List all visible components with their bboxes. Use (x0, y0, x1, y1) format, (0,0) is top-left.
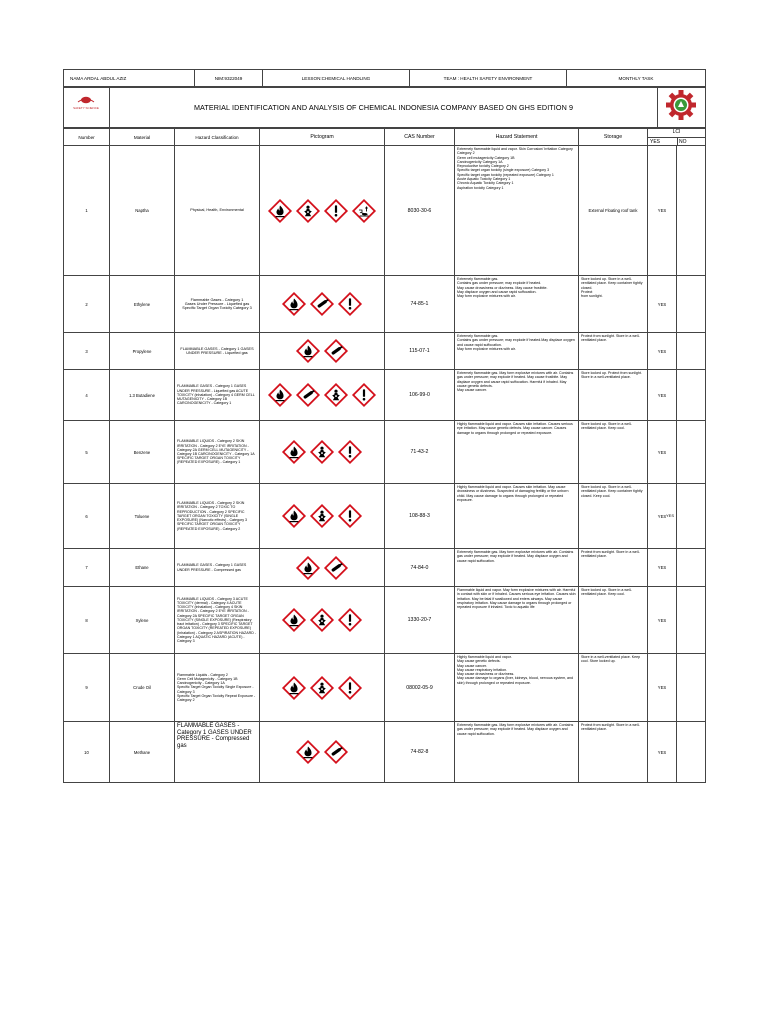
chemical-sheet (63, 69, 705, 783)
exclamation-icon (337, 291, 363, 317)
cell-yes: YES (648, 587, 677, 654)
cell-material: 1.3 Butadiene (110, 370, 175, 421)
student-name: NAMA ARDAL ABDUL AZIZ (64, 70, 195, 87)
table-row (64, 484, 706, 549)
cell-storage: Protect from sunlight. Store in a well-ventilated place. (579, 333, 648, 370)
company-logo-icon (64, 90, 108, 120)
cell-yes: YES (648, 146, 677, 276)
cell-no (677, 484, 706, 549)
cell-pictogram (260, 484, 385, 549)
cell-pictogram (260, 276, 385, 333)
cell-hazard: Physical, Health, Environmental (175, 146, 260, 276)
cell-storage: Store in a well-ventilated place. Keep cool. Store locked up. (579, 654, 648, 722)
cell-material: Methane (110, 722, 175, 783)
cell-no (677, 587, 706, 654)
title-table (63, 87, 706, 128)
table-row (64, 654, 706, 722)
cell-material: Ethylene (110, 276, 175, 333)
cell-yes: YES (648, 722, 677, 783)
col-lci (648, 129, 706, 146)
exclamation-icon (337, 675, 363, 701)
logo-left (64, 88, 110, 128)
cell-hazard: FLAMMABLE GASES - Category 1 GASES UNDER PRESSURE - Liquefied gas (175, 333, 260, 370)
gas-cylinder-icon (323, 739, 349, 765)
col-statement: Hazard Statement (455, 129, 579, 146)
cell-storage: Store locked up. Store in a well-ventilated place. Keep cool. (579, 587, 648, 654)
cell-cas: 108-88-3 (385, 484, 455, 549)
cell-storage: Store locked up. Store in a well-ventilated place. Keep cool. (579, 421, 648, 484)
cell-number: 7 (64, 549, 110, 587)
cell-cas: 1330-20-7 (385, 587, 455, 654)
cell-cas: 115-07-1 (385, 333, 455, 370)
cell-hazard: FLAMMABLE LIQUIDS - Category 2 SKIN IRRITATION - Category 2 TOXIC TO REPRODUCTION - Category 2 SPECIFIC TARGET ORGAN TOXICITY (SINGLE EXPOSURE) (Narcotic effects) - Category 3 SPECIFIC TARGET ORGAN TOXICITY (REPEATED EXPOSURE) - Category 2 (175, 484, 260, 549)
gas-cylinder-icon (309, 291, 335, 317)
cell-yes: YES (648, 549, 677, 587)
cell-cas: 71-43-2 (385, 421, 455, 484)
col-hazard: Hazard Classification (175, 129, 260, 146)
cell-pictogram (260, 722, 385, 783)
cell-hazard: FLAMMABLE GASES - Category 1 GASES UNDER PRESSURE - Compressed gas (175, 549, 260, 587)
cell-yes: YES (648, 654, 677, 722)
cell-statement: Extremely flammable liquid and vapor. Skin Corrosion/ Irritation Category Category 2 Germ cell mutagenicity Category 1B Carcinogenicity Category 1A Reproductive toxicity Category 2 Specific target organ toxicity (single exposure) Category 3 Specific target organ toxicity (repeated exposure) Category 1 Acute Aquatic Toxicity Category 1 Chronic Aquatic Toxicity Category 1 Aspiration toxicity Category 1 (455, 146, 579, 276)
table-row (64, 421, 706, 484)
table-row (64, 587, 706, 654)
cell-no (677, 421, 706, 484)
cell-statement: Flammable liquid and vapor. May form explosive mixtures with air. Harmful in contact with skin or if inhaled. Causes serious eye irritation. Causes skin irritation. May be fatal if swallowed and enters airways. May cause respiratory irritation. May cause damage to organs through prolonged or repeated exposure if inhaled. Toxic to aquatic life (455, 587, 579, 654)
cell-statement: Extremely flammable gas. May form explosive mixtures with air. Contains gas under pressure; may explode if heated. May displace oxygen and cause rapid suffocation. (455, 722, 579, 783)
header-table (63, 69, 706, 87)
cell-pictogram (260, 587, 385, 654)
table-row (64, 549, 706, 587)
col-yes: YES (650, 139, 661, 145)
logo-text: SAFETY SCIENCE (73, 106, 99, 110)
cell-material: Naptha (110, 146, 175, 276)
cell-pictogram (260, 654, 385, 722)
cell-no (677, 722, 706, 783)
cell-statement: Extremely flammable gas. May form explosive mixtures with air. Contains gas under pressure; may explode if heated. May displace oxygen and cause rapid suffocation. (455, 549, 579, 587)
col-cas: CAS Number (385, 129, 455, 146)
cell-number: 1 (64, 146, 110, 276)
cell-statement: Highly flammable liquid and vapor. May cause genetic defects. May cause cancer. May cause respiratory irritation. May cause drowsiness or dizziness. May cause damage to organs (liver, kidneys, blood, nervous system, and skin) through prolonged or repeated exposure. (455, 654, 579, 722)
gas-cylinder-icon (323, 555, 349, 581)
cell-pictogram (260, 146, 385, 276)
cell-no (677, 146, 706, 276)
cell-hazard: FLAMMABLE GASES - Category 1 GASES UNDER PRESSURE - Liquefied gas ACUTE TOXICITY (inhalation) - Category 4 GERM CELL MUTAGENICITY - Category 1B CARCINOGENICITY - Category 1 (175, 370, 260, 421)
col-lci-label: LCI (672, 129, 681, 135)
health-hazard-icon (309, 503, 335, 529)
cell-no (677, 549, 706, 587)
col-pictogram: Pictogram (260, 129, 385, 146)
cell-pictogram (260, 421, 385, 484)
table-row (64, 722, 706, 783)
cell-hazard: Flammable Liquids - Category 2 Germ Cell Mutagenicity - Category 1B Carcinogenicity - Category 1A Specific Target Organ Toxicity Single Exposure - Category 3 Specific Target Organ Toxicity Repeat Exposure - Category 2 (175, 654, 260, 722)
health-hazard-icon (309, 675, 335, 701)
cell-number: 3 (64, 333, 110, 370)
flame-icon (281, 607, 307, 633)
cell-cas: 74-84-0 (385, 549, 455, 587)
cell-hazard: Flammable Gases - Category 1 Gases Under Pressure - Liquefied gas Specific Target Organ Toxicity Category 3 (175, 276, 260, 333)
gas-cylinder-icon (295, 382, 321, 408)
cell-number: 6 (64, 484, 110, 549)
cell-number: 9 (64, 654, 110, 722)
exclamation-icon (337, 607, 363, 633)
cell-number: 4 (64, 370, 110, 421)
cell-hazard: FLAMMABLE LIQUIDS - Category 3 ACUTE TOXICITY (dermal) - Category 4 ACUTE TOXICITY (inhalation) - Category 4 SKIN IRRITATION - Category 2 EYE IRRITATION - Category 2A SPECIFIC TARGET ORGAN TOXICITY (SINGLE EXPOSURE) (Respiratory tract irritation) - Category 3 SPECIFIC TARGET ORGAN TOXICITY (REPEATED EXPOSURE) (Inhalation) - Category 2 ASPIRATION HAZARD - Category 1 AQUATIC HAZARD (ACUTE) - Category 3 (175, 587, 260, 654)
cell-number: 8 (64, 587, 110, 654)
health-hazard-icon (309, 607, 335, 633)
cell-cas: 8030-30-6 (385, 146, 455, 276)
page-title: MATERIAL IDENTIFICATION AND ANALYSIS OF CHEMICAL INDONESIA COMPANY BASED ON GHS EDITION 9 (110, 88, 658, 128)
cell-hazard: FLAMMABLE LIQUIDS - Category 2 SKIN IRRITATION - Category 2 EYE IRRITATION - Category 2A GERM CELL MUTAGENICITY - Category 1B CARCINOGENICITY - Category 1A SPECIFIC TARGET ORGAN TOXICITY (REPEATED EXPOSURE) - Category 1 (175, 421, 260, 484)
flame-icon (267, 198, 293, 224)
cell-hazard: FLAMMABLE GASES - Category 1 GASES UNDER PRESSURE - Compressed gas (175, 722, 260, 783)
student-nim: NIM:9322049 (195, 70, 263, 87)
logo-right (658, 88, 706, 128)
cell-no (677, 370, 706, 421)
col-material: Material (110, 129, 175, 146)
cell-yes: YES (648, 370, 677, 421)
cell-storage: Store locked up. Store in a well-ventilated place. Keep container tightly closed. Protect from sunlight. (579, 276, 648, 333)
flame-icon (281, 291, 307, 317)
cell-storage: Protect from sunlight. Store in a well-ventilated place. (579, 549, 648, 587)
cell-material: Propylene (110, 333, 175, 370)
cell-material: Ethane (110, 549, 175, 587)
col-storage: Storage (579, 129, 648, 146)
flame-icon (281, 439, 307, 465)
cell-no (677, 276, 706, 333)
chemical-table (63, 128, 706, 783)
exclamation-icon (323, 198, 349, 224)
flame-icon (295, 338, 321, 364)
cell-storage: Protect from sunlight. Store in a well-ventilated place. (579, 722, 648, 783)
flame-icon (281, 503, 307, 529)
environment-icon (351, 198, 377, 224)
cell-yes: YES (648, 421, 677, 484)
cell-statement: Extremely flammable gas. Contains gas under pressure; may explode if heated.May displace oxygen and cause rapid suffocation. May form explosive mixtures with air. (455, 333, 579, 370)
cell-cas: 106-99-0 (385, 370, 455, 421)
cell-material: Toluene (110, 484, 175, 549)
exclamation-icon (337, 503, 363, 529)
cell-storage: Store locked up. Protect from sunlight. Store in a well-ventilated place. (579, 370, 648, 421)
health-hazard-icon (295, 198, 321, 224)
table-row (64, 146, 706, 276)
health-hazard-icon (323, 382, 349, 408)
cell-pictogram (260, 333, 385, 370)
gas-cylinder-icon (323, 338, 349, 364)
cell-pictogram (260, 370, 385, 421)
cell-material: Benzene (110, 421, 175, 484)
cell-statement: Extremely flammable gas. Contains gas under pressure; may explode if heated. May cause drowsiness or dizziness. May cause frostbite. May displace oxygen and cause rapid suffocation. May form explosive mixtures with air. (455, 276, 579, 333)
flame-icon (295, 555, 321, 581)
cell-number: 5 (64, 421, 110, 484)
cell-statement: Highly flammable liquid and vapor. Causes skin irritation. Causes serious eye irritation. May cause genetic defects. May cause cancer. Causes damage to organs through prolonged or repeated exposure. (455, 421, 579, 484)
cell-cas: 74-82-8 (385, 722, 455, 783)
gear-logo-icon (658, 88, 704, 122)
lesson-label: LESSON:CHEMICAL HANDLING (263, 70, 410, 87)
table-row (64, 333, 706, 370)
cell-statement: Highly flammable liquid and vapor. Causes skin irritation. May cause drowsiness or dizziness. Suspected of damaging fertility or the unborn child. May cause damage to organs through prolonged or repeated exposure. (455, 484, 579, 549)
table-row (64, 276, 706, 333)
cell-number: 10 (64, 722, 110, 783)
cell-pictogram (260, 549, 385, 587)
cell-yes: YES (648, 333, 677, 370)
team-label: TEAM : HEALTH SAFETY ENVIRONMENT (410, 70, 567, 87)
cell-cas: 08002-05-9 (385, 654, 455, 722)
cell-material: Crude Oil (110, 654, 175, 722)
cell-storage: External Floating roof tank (579, 146, 648, 276)
flame-icon (295, 739, 321, 765)
cell-yes: YES (648, 484, 677, 549)
exclamation-icon (351, 382, 377, 408)
task-label: MONTHLY TASK (567, 70, 706, 87)
cell-material: Xylene (110, 587, 175, 654)
flame-icon (267, 382, 293, 408)
cell-no (677, 333, 706, 370)
table-row (64, 370, 706, 421)
stray-yes-label: YES (666, 513, 675, 518)
flame-icon (281, 675, 307, 701)
health-hazard-icon (309, 439, 335, 465)
cell-cas: 74-85-1 (385, 276, 455, 333)
col-number: Number (64, 129, 110, 146)
exclamation-icon (337, 439, 363, 465)
cell-number: 2 (64, 276, 110, 333)
col-no: NO (679, 139, 687, 145)
cell-no (677, 654, 706, 722)
cell-yes: YES (648, 276, 677, 333)
cell-storage: Store locked up. Store in a well-ventilated place. Keep container tightly closed. Keep cool. (579, 484, 648, 549)
cell-statement: Extremely flammable gas. May form explosive mixtures with air. Contains gas under pressure; may explode if heated. May cause frostbite. May displace oxygen and cause rapid suffocation. Harmful if inhaled. May cause genetic defects. May cause cancer. (455, 370, 579, 421)
